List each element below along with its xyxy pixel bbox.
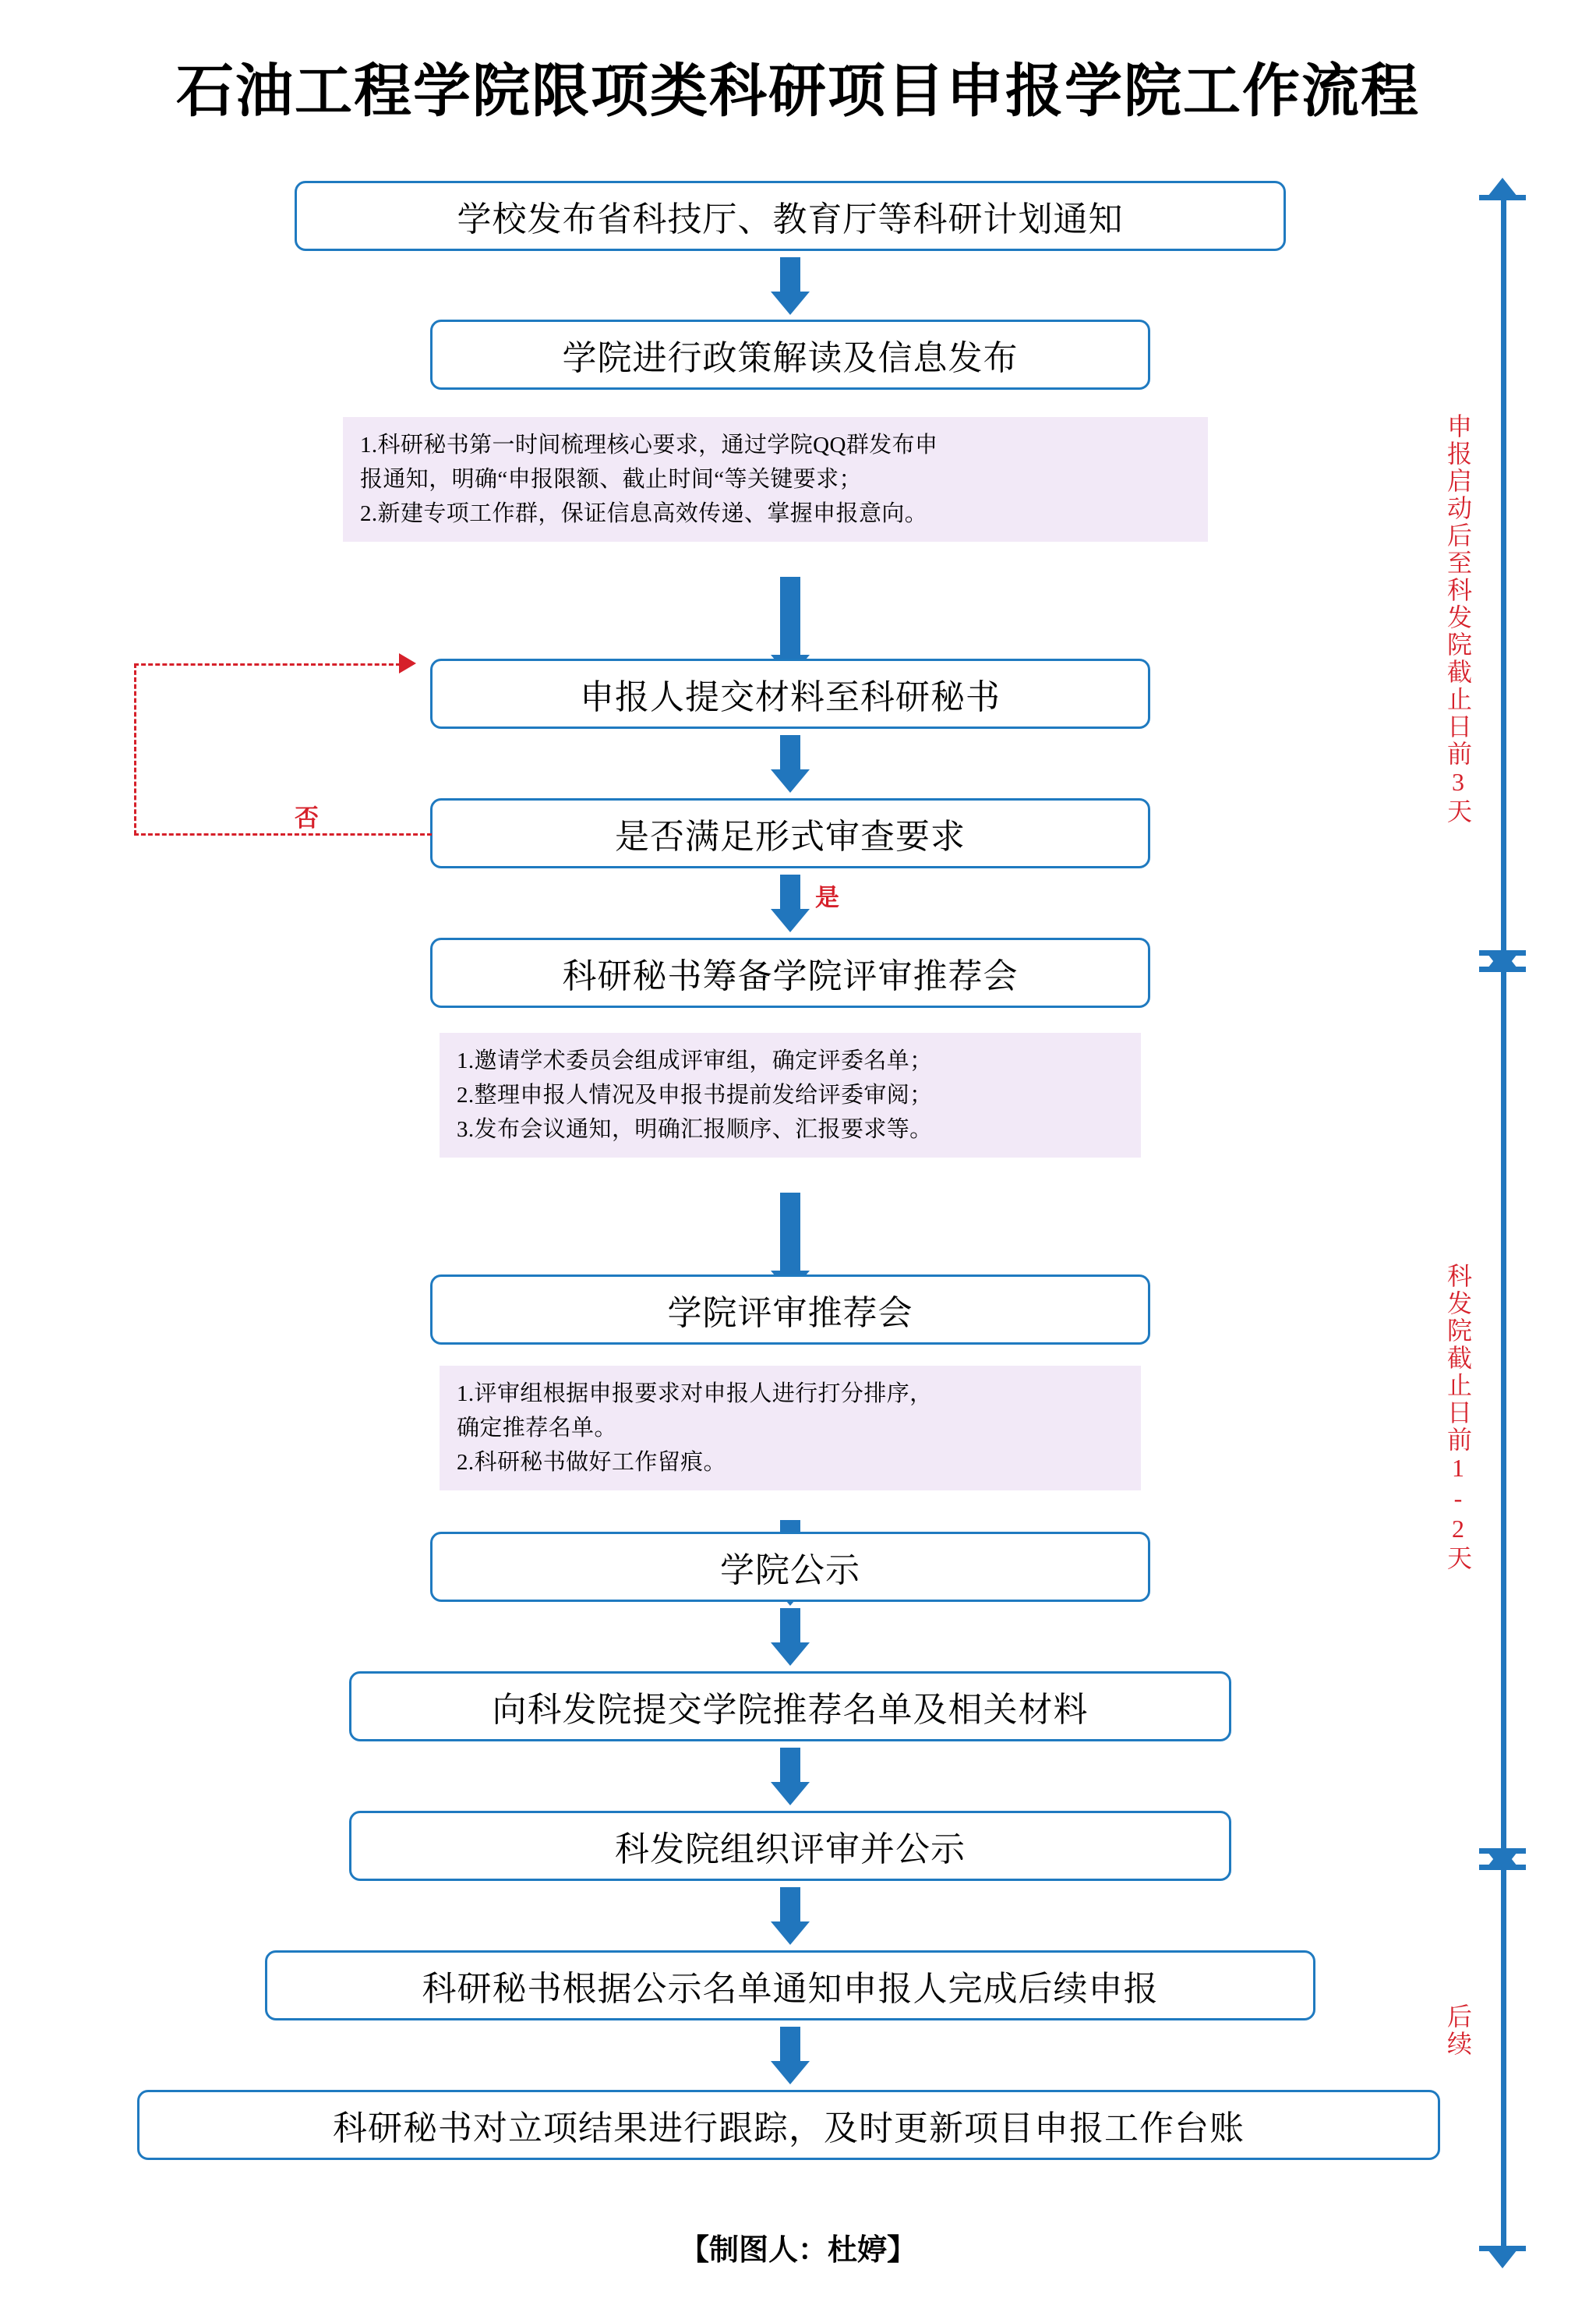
page-title: 石油工程学院限项类科研项目申报学院工作流程 [176,58,1420,123]
flow-step-3[interactable] [430,659,1150,729]
flow-step-1-label: 学校发布省科技厅、教育厅等科研计划通知 [457,200,1124,239]
note-2-line-2: 2.整理申报人情况及申报书提前发给评委审阅； [457,1083,933,1108]
flow-step-11-label: 科研秘书对立项结果进行跟踪，及时更新项目申报工作台账 [333,2109,1245,2148]
flow-step-9[interactable] [349,1811,1231,1881]
no-loop-bottom-segment [134,833,432,836]
bracket-vertical-line [1501,195,1506,956]
flow-step-3-label: 申报人提交材料至科研秘书 [580,678,1001,716]
bracket-tip-top-icon [1488,178,1517,196]
note-2-line-3: 3.发布会议通知，明确汇报顺序、汇报要求等。 [457,1117,933,1143]
flow-step-5-label: 科研秘书筹备学院评审推荐会 [562,957,1019,995]
timeline-bracket-phase-1 [1479,178,1526,973]
flow-step-9-label: 科发院组织评审并公示 [615,1830,966,1868]
note-2-line-1: 1.邀请学术委员会组成评审组，确定评委名单； [457,1048,933,1073]
flow-step-5[interactable] [430,938,1150,1008]
flow-step-2-label: 学院进行政策解读及信息发布 [562,339,1019,377]
note-1-line-3: 2.新建专项工作群，保证信息高效传递、掌握申报意向。 [360,501,928,527]
flow-step-4-decision[interactable] [430,798,1150,868]
flow-step-11[interactable] [137,2090,1440,2160]
timeline-label-phase-1: 申报启动后至科发院截止日前3天 [1444,413,1472,825]
note-review-meeting [440,1366,1141,1490]
timeline-label-phase-3: 后续 [1444,2003,1472,2058]
bracket-vertical-line [1501,967,1506,1854]
flow-step-6-label: 学院评审推荐会 [667,1294,913,1332]
note-3-line-2: 确定推荐名单。 [457,1416,617,1441]
bracket-tip-top-icon [1488,1847,1517,1866]
bracket-vertical-line [1501,1865,1506,2251]
timeline-bracket-phase-3 [1479,1847,1526,2268]
flow-step-8[interactable] [349,1671,1231,1741]
no-loop-left-segment [134,663,136,835]
note-3-line-1: 1.评审组根据申报要求对申报人进行打分排序， [457,1381,933,1406]
note-1-line-1: 1.科研秘书第一时间梳理核心要求，通过学院QQ群发布申 [360,433,938,458]
timeline-label-phase-2: 科发院截止日前1-2天 [1444,1263,1472,1572]
note-1-line-2: 报通知，明确“申报限额、截止时间“等关键要求； [360,467,862,493]
chart-author-credit: 【制图人：杜婷】 [679,2234,916,2267]
flow-step-2[interactable] [430,320,1150,390]
no-loop-arrowhead-icon [399,653,416,673]
note-policy-release [343,417,1208,542]
decision-yes-label: 是 [815,884,839,911]
flow-step-10-label: 科研秘书根据公示名单通知申报人完成后续申报 [422,1970,1159,2008]
flow-step-7[interactable] [430,1532,1150,1602]
flow-step-7-label: 学院公示 [720,1551,860,1589]
note-review-preparation [440,1033,1141,1158]
flow-step-1[interactable] [295,181,1286,251]
timeline-bracket-phase-2 [1479,949,1526,1871]
decision-no-label: 否 [295,804,319,832]
flow-step-6[interactable] [430,1274,1150,1345]
no-loop-top-segment [134,663,401,666]
note-3-line-3: 2.科研秘书做好工作留痕。 [457,1450,726,1476]
bracket-tip-top-icon [1488,949,1517,968]
flow-step-8-label: 向科发院提交学院推荐名单及相关材料 [492,1691,1089,1729]
flow-step-10[interactable] [265,1950,1315,2020]
flow-step-4-label: 是否满足形式审查要求 [615,818,966,856]
